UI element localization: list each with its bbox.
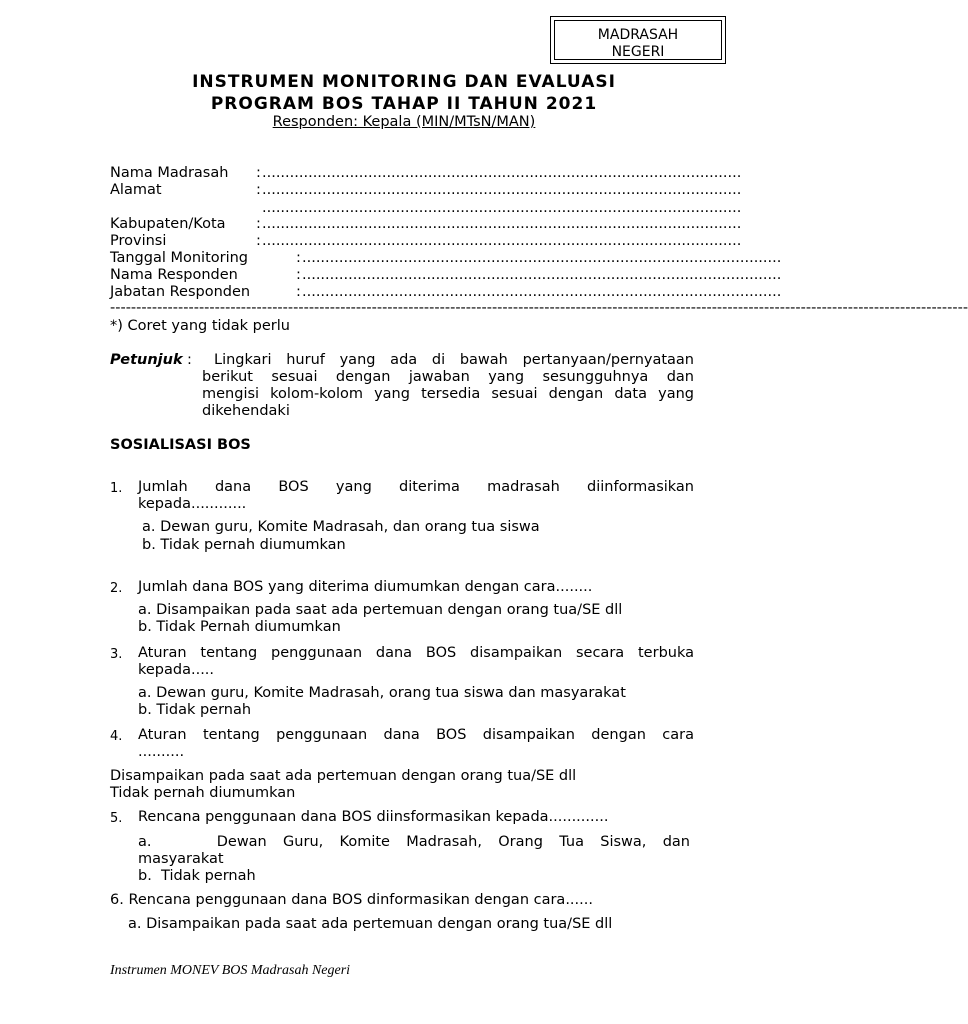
document-title-line-1: INSTRUMEN MONITORING DAN EVALUASI [192,72,616,92]
answer-option[interactable]: b. Tidak pernah diumumkan [142,537,346,553]
field-fill-line[interactable]: ........................................................................................................ [262,182,742,198]
answer-option-continued: masyarakat [138,851,224,867]
answer-option[interactable]: b. Tidak pernah [138,868,256,884]
answer-option[interactable]: a. Disampaikan pada saat ada pertemuan dengan orang tua/SE dll [138,602,623,618]
instructions-text-line-4: dikehendaki [202,403,290,419]
instructions-text-line-3: mengisi kolom-kolom yang tersedia sesuai dengan data yang [202,386,694,402]
answer-option[interactable]: a. Dewan guru, Komite Madrasah, orang tua siswa dan masyarakat [138,685,626,701]
field-fill-line[interactable]: ........................................................................................................ [302,267,782,283]
question-number: 3. [110,647,123,662]
question-text-continued: .......... [138,744,185,760]
question-number: 5. [110,811,123,826]
field-fill-line[interactable]: ........................................................................................................ [262,200,742,216]
question-text: 6. Rencana penggunaan dana BOS dinformasikan dengan cara...... [110,892,593,908]
document-title-line-2: PROGRAM BOS TAHAP II TAHUN 2021 [210,94,598,114]
field-label-provinsi: Provinsi [110,233,167,249]
field-fill-line[interactable]: ........................................................................................................ [262,233,742,249]
instructions-text-line-2: berikut sesuai dengan jawaban yang sesungguhnya dan [202,369,694,385]
answer-option[interactable]: b. Tidak Pernah diumumkan [138,619,341,635]
answer-option[interactable]: a. Disampaikan pada saat ada pertemuan dengan orang tua/SE dll [128,916,613,932]
instructions-colon: : [187,352,192,368]
field-label-kabupaten-kota: Kabupaten/Kota [110,216,226,232]
field-colon: : [256,165,261,181]
field-fill-line[interactable]: ........................................................................................................ [302,250,782,266]
form-note: *) Coret yang tidak perlu [110,318,290,334]
field-colon: : [256,216,261,232]
field-colon: : [256,182,261,198]
field-label-nama-madrasah: Nama Madrasah [110,165,229,181]
field-colon: : [296,267,301,283]
answer-option[interactable]: Tidak pernah diumumkan [110,785,296,801]
section-title: SOSIALISASI BOS [110,437,251,453]
field-fill-line[interactable]: ........................................................................................................ [262,216,742,232]
field-fill-line[interactable]: ........................................................................................................ [262,165,742,181]
question-text-continued: kepada............ [138,496,247,512]
document-subtitle: Responden: Kepala (MIN/MTsN/MAN) [272,114,536,130]
question-text: Jumlah dana BOS yang diterima diumumkan dengan cara........ [138,579,593,595]
answer-option[interactable]: a. Dewan Guru, Komite Madrasah, Orang Tua Siswa, dan [138,834,690,850]
field-fill-line[interactable]: ........................................................................................................ [302,284,782,300]
field-label-alamat: Alamat [110,182,162,198]
dashed-separator: -------------------------------------------------------------------------------------------------------------------------------------------------------------------- [110,300,968,316]
question-text: Aturan tentang penggunaan dana BOS disampaikan dengan cara [138,727,694,743]
badge-line-1: MADRASAH [597,27,679,43]
answer-option[interactable]: a. Dewan guru, Komite Madrasah, dan orang tua siswa [142,519,540,535]
question-number: 2. [110,581,123,596]
question-text-continued: kepada..... [138,662,215,678]
answer-option[interactable]: b. Tidak pernah [138,702,252,718]
category-badge [550,16,726,64]
category-badge-inner [554,20,722,60]
page-footer: Instrumen MONEV BOS Madrasah Negeri [110,963,351,978]
field-colon: : [296,250,301,266]
question-number: 1. [110,481,123,496]
question-text: Rencana penggunaan dana BOS diinsformasikan kepada............. [138,809,609,825]
question-text: Jumlah dana BOS yang diterima madrasah diinformasikan [138,479,694,495]
field-label-nama-responden: Nama Responden [110,267,238,283]
instructions-label: Petunjuk [110,352,183,368]
field-label-tanggal-monitoring: Tanggal Monitoring [110,250,249,266]
answer-option[interactable]: Disampaikan pada saat ada pertemuan dengan orang tua/SE dll [110,768,577,784]
question-text: Aturan tentang penggunaan dana BOS disampaikan secara terbuka [138,645,694,661]
badge-line-2: NEGERI [611,44,665,60]
instructions-text-line-1: Lingkari huruf yang ada di bawah pertanyaan/pernyataan [214,352,694,368]
field-label-jabatan-responden: Jabatan Responden [110,284,251,300]
field-colon: : [296,284,301,300]
field-colon: : [256,233,261,249]
question-number: 4. [110,729,123,744]
